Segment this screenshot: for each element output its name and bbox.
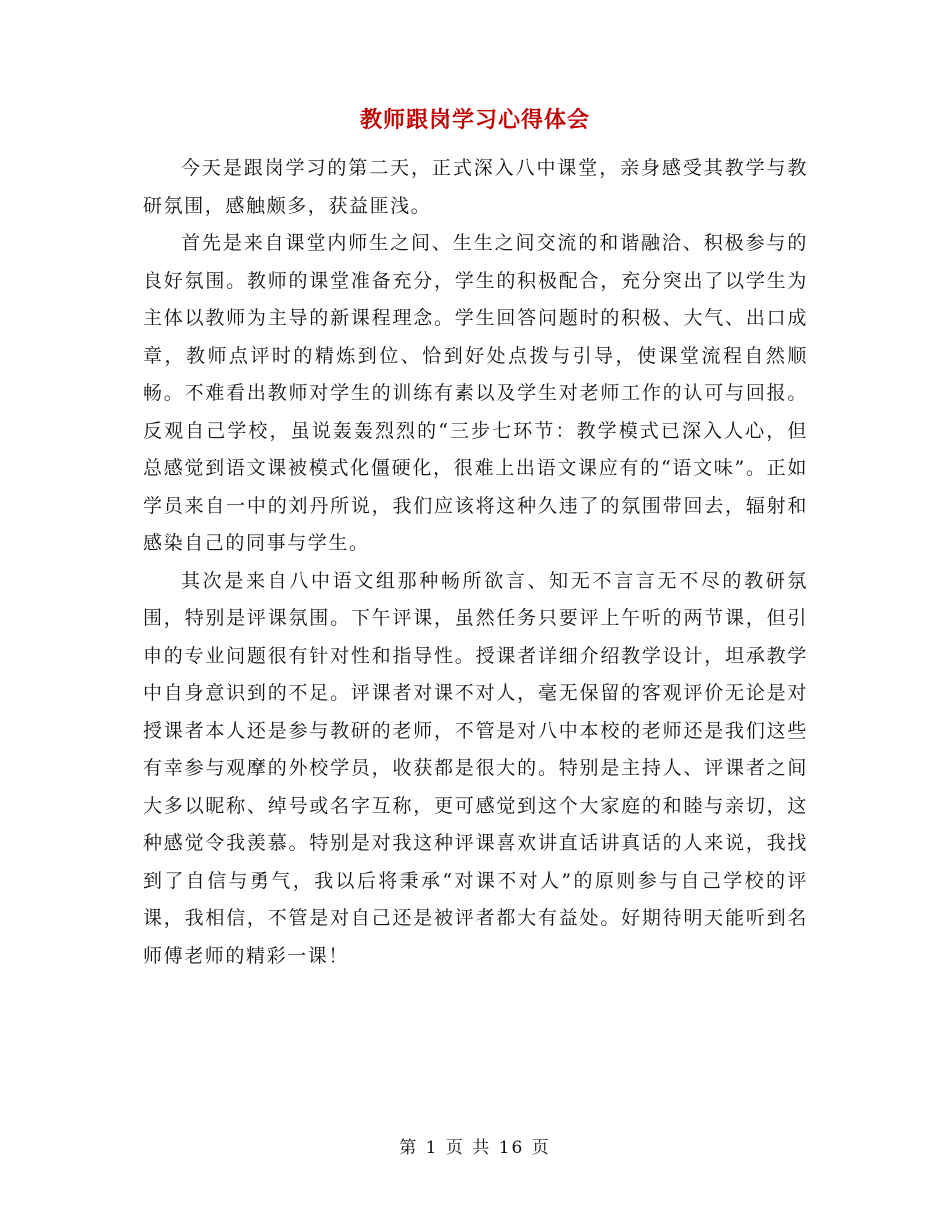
paragraph-teaching-research: 其次是来自八中语文组那种畅所欲言、知无不言言无不尽的教研氛围，特别是评课氛围。下午评课，虽然任务只要评上午听的两节课，但引申的专业问题很有针对性和指导性。授课者详细介绍教学设计，坦承教学中自身意识到的不足。评课者对课不对人，毫无保留的客观评价无论是对授课者本人还是参与教研的老师，不管是对八中本校的老师还是我们这些有幸参与观摩的外校学员，收获都是很大的。特别是主持人、评课者之间大多以昵称、绰号或名字互称，更可感觉到这个大家庭的和睦与亲切，这种感觉令我羡慕。特别是对我这种评课喜欢讲直话讲真话的人来说，我找到了自信与勇气，我以后将秉承“对课不对人”的原则参与自己学校的评课，我相信，不管是对自己还是被评者都大有益处。好期待明天能听到名师傅老师的精彩一课！ xyxy=(143,569,808,967)
page-number-footer: 第 1 页 共 16 页 xyxy=(399,1138,551,1158)
paragraph-classroom-atmosphere: 首先是来自课堂内师生之间、生生之间交流的和谐融洽、积极参与的良好氛围。教师的课堂准备充分，学生的积极配合，充分突出了以学生为主体以教师为主导的新课程理念。学生回答问题时的积极、大气、出口成章，教师点评时的精炼到位、恰到好处点拨与引导，使课堂流程自然顺畅。不难看出教师对学生的训练有素以及学生对老师工作的认可与回报。反观自己学校，虽说轰轰烈烈的“三步七环节：教学模式已深入人心，但总感觉到语文课被模式化僵硬化，很难上出语文课应有的“语文味”。正如学员来自一中的刘丹所说，我们应该将这种久违了的氛围带回去，辐射和感染自己的同事与学生。 xyxy=(143,232,808,554)
paragraph-intro: 今天是跟岗学习的第二天，正式深入八中课堂，亲身感受其教学与教研氛围，感触颇多，获益匪浅。 xyxy=(143,157,808,217)
document-body xyxy=(143,150,808,975)
document-title: 教师跟岗学习心得体会 xyxy=(359,106,590,133)
